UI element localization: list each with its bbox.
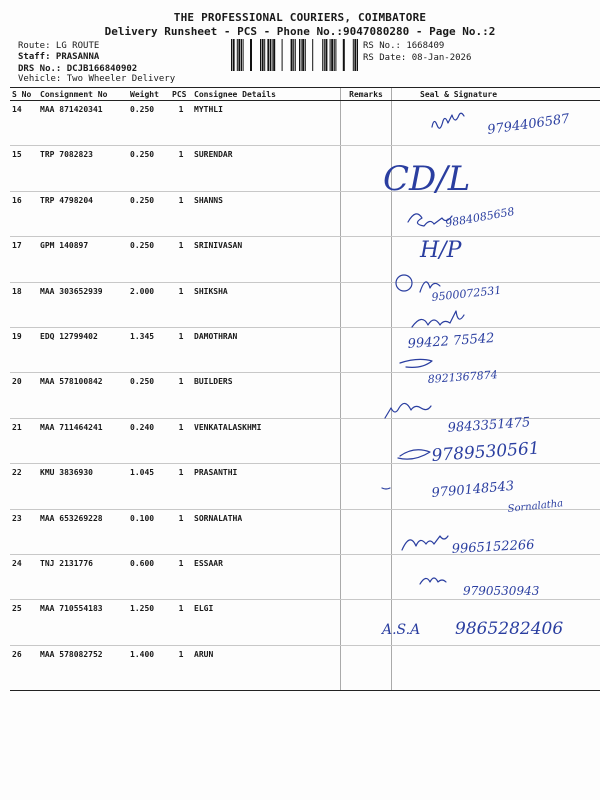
row-sno: 18 bbox=[10, 282, 38, 327]
row-signature bbox=[392, 191, 600, 236]
row-weight: 2.000 bbox=[128, 282, 170, 327]
handwritten-phone: 9965152266 bbox=[451, 537, 535, 557]
row-consignee: ARUN bbox=[192, 645, 341, 690]
row-weight: 0.100 bbox=[128, 509, 170, 554]
row-sno: 17 bbox=[10, 237, 38, 282]
row-pcs: 1 bbox=[170, 418, 192, 463]
drs-number: DRS No.: DCJB166840902 bbox=[18, 64, 138, 74]
company-title: THE PROFESSIONAL COURIERS, COIMBATORE bbox=[173, 11, 427, 24]
row-remarks bbox=[341, 464, 392, 509]
row-consignment-no: GPM 140897 bbox=[38, 237, 128, 282]
table-row bbox=[10, 373, 600, 418]
handwritten-phone: 9865282406 bbox=[455, 619, 564, 639]
row-consignee: ELGI bbox=[192, 600, 341, 645]
row-consignee: BUILDERS bbox=[192, 373, 341, 418]
staff-label: Staff: PRASANNA bbox=[18, 52, 100, 62]
row-weight: 0.250 bbox=[128, 191, 170, 236]
row-pcs: 1 bbox=[170, 282, 192, 327]
table-header-row bbox=[10, 88, 600, 101]
col-pcs: PCS bbox=[170, 88, 192, 101]
row-pcs: 1 bbox=[170, 373, 192, 418]
row-remarks bbox=[341, 327, 392, 372]
table-row bbox=[10, 554, 600, 599]
table-row bbox=[10, 282, 600, 327]
row-consignment-no: TRP 4798204 bbox=[38, 191, 128, 236]
runsheet-subtitle: Delivery Runsheet - PCS - Phone No.:9047080280 - Page No.:2 bbox=[104, 25, 496, 38]
row-remarks bbox=[341, 645, 392, 690]
row-signature bbox=[392, 327, 600, 372]
col-remarks: Remarks bbox=[341, 88, 392, 101]
table-row bbox=[10, 327, 600, 372]
row-consignment-no: MAA 710554183 bbox=[38, 600, 128, 645]
row-signature bbox=[392, 554, 600, 599]
row-consignment-no: MAA 578100842 bbox=[38, 373, 128, 418]
row-weight: 0.250 bbox=[128, 373, 170, 418]
row-pcs: 1 bbox=[170, 464, 192, 509]
row-pcs: 1 bbox=[170, 509, 192, 554]
row-weight: 0.250 bbox=[128, 101, 170, 146]
table-row bbox=[10, 191, 600, 236]
row-sno: 21 bbox=[10, 418, 38, 463]
row-sno: 24 bbox=[10, 554, 38, 599]
row-sno: 25 bbox=[10, 600, 38, 645]
col-consignee: Consignee Details bbox=[192, 88, 341, 101]
row-weight: 0.250 bbox=[128, 146, 170, 191]
row-consignee: PRASANTHI bbox=[192, 464, 341, 509]
row-consignee: SHIKSHA bbox=[192, 282, 341, 327]
row-sno: 20 bbox=[10, 373, 38, 418]
row-consignee: MYTHLI bbox=[192, 101, 341, 146]
handwritten-phone: 9789530561 bbox=[430, 438, 541, 466]
row-consignee: SRINIVASAN bbox=[192, 237, 341, 282]
table-row bbox=[10, 509, 600, 554]
handwritten-phone: 9500072531 bbox=[430, 283, 502, 304]
row-pcs: 1 bbox=[170, 101, 192, 146]
rs-number: RS No.: 1668409 bbox=[363, 41, 445, 51]
row-weight: 1.345 bbox=[128, 327, 170, 372]
col-sno: S No bbox=[10, 88, 38, 101]
row-remarks bbox=[341, 282, 392, 327]
row-pcs: 1 bbox=[170, 146, 192, 191]
row-remarks bbox=[341, 191, 392, 236]
vehicle-label: Vehicle: Two Wheeler Delivery bbox=[18, 74, 176, 84]
row-remarks bbox=[341, 373, 392, 418]
table-row bbox=[10, 101, 600, 146]
col-weight: Weight bbox=[128, 88, 170, 101]
row-consignment-no: KMU 3836930 bbox=[38, 464, 128, 509]
handwritten-phone: 8921367874 bbox=[427, 368, 499, 386]
row-remarks bbox=[341, 418, 392, 463]
col-signature: Seal & Signature bbox=[392, 88, 600, 101]
handwritten-name: Sornalatha bbox=[507, 498, 564, 515]
row-pcs: 1 bbox=[170, 645, 192, 690]
handwritten-note: CD/L bbox=[383, 159, 471, 199]
row-remarks bbox=[341, 554, 392, 599]
row-sno: 23 bbox=[10, 509, 38, 554]
row-sno: 19 bbox=[10, 327, 38, 372]
handwritten-name: A.S.A bbox=[382, 622, 421, 638]
row-remarks bbox=[341, 600, 392, 645]
row-consignment-no: MAA 653269228 bbox=[38, 509, 128, 554]
row-weight: 0.600 bbox=[128, 554, 170, 599]
table-row bbox=[10, 600, 600, 645]
row-consignee: DAMOTHRAN bbox=[192, 327, 341, 372]
row-remarks bbox=[341, 146, 392, 191]
row-consignee: ESSAAR bbox=[192, 554, 341, 599]
table-row bbox=[10, 418, 600, 463]
row-signature bbox=[392, 237, 600, 282]
handwritten-note: H/P bbox=[420, 238, 462, 263]
row-consignment-no: MAA 871420341 bbox=[38, 101, 128, 146]
handwritten-phone: 9884085658 bbox=[444, 204, 516, 230]
row-weight: 1.400 bbox=[128, 645, 170, 690]
rs-date: RS Date: 08-Jan-2026 bbox=[363, 53, 472, 63]
row-consignee: SORNALATHA bbox=[192, 509, 341, 554]
handwritten-phone: 9790530943 bbox=[463, 584, 540, 598]
row-signature bbox=[392, 373, 600, 418]
delivery-table bbox=[10, 87, 600, 691]
row-pcs: 1 bbox=[170, 327, 192, 372]
row-signature bbox=[392, 101, 600, 146]
row-sno: 26 bbox=[10, 645, 38, 690]
table-row bbox=[10, 645, 600, 690]
table-row bbox=[10, 464, 600, 509]
route-label: Route: LG ROUTE bbox=[18, 41, 100, 51]
row-pcs: 1 bbox=[170, 191, 192, 236]
row-weight: 1.045 bbox=[128, 464, 170, 509]
row-consignment-no: MAA 303652939 bbox=[38, 282, 128, 327]
row-weight: 0.240 bbox=[128, 418, 170, 463]
row-sno: 15 bbox=[10, 146, 38, 191]
row-signature bbox=[392, 600, 600, 645]
row-consignment-no: MAA 711464241 bbox=[38, 418, 128, 463]
table-row bbox=[10, 146, 600, 191]
row-sno: 14 bbox=[10, 101, 38, 146]
handwritten-phone: 99422 75542 bbox=[407, 330, 495, 352]
row-sno: 16 bbox=[10, 191, 38, 236]
row-pcs: 1 bbox=[170, 237, 192, 282]
row-consignee: SURENDAR bbox=[192, 146, 341, 191]
row-signature bbox=[392, 464, 600, 509]
table-row bbox=[10, 237, 600, 282]
row-consignee: VENKATALASKHMI bbox=[192, 418, 341, 463]
row-remarks bbox=[341, 509, 392, 554]
barcode-icon bbox=[231, 39, 358, 71]
handwritten-phone: 9790148543 bbox=[431, 478, 515, 501]
handwritten-phone: 9843351475 bbox=[447, 415, 531, 436]
row-signature bbox=[392, 509, 600, 554]
handwritten-phone: 9794406587 bbox=[486, 111, 571, 138]
row-consignment-no: TRP 7082823 bbox=[38, 146, 128, 191]
row-pcs: 1 bbox=[170, 554, 192, 599]
row-remarks bbox=[341, 101, 392, 146]
row-signature bbox=[392, 418, 600, 466]
col-consignment: Consignment No bbox=[38, 88, 128, 101]
row-sno: 22 bbox=[10, 464, 38, 509]
row-consignment-no: TNJ 2131776 bbox=[38, 554, 128, 599]
row-remarks bbox=[341, 237, 392, 282]
row-signature bbox=[392, 146, 600, 191]
row-signature bbox=[392, 282, 600, 327]
row-consignment-no: EDQ 12799402 bbox=[38, 327, 128, 372]
row-consignment-no: MAA 578082752 bbox=[38, 645, 128, 690]
row-pcs: 1 bbox=[170, 600, 192, 645]
row-weight: 0.250 bbox=[128, 237, 170, 282]
row-signature bbox=[392, 645, 600, 690]
row-weight: 1.250 bbox=[128, 600, 170, 645]
row-consignee: SHANNS bbox=[192, 191, 341, 236]
